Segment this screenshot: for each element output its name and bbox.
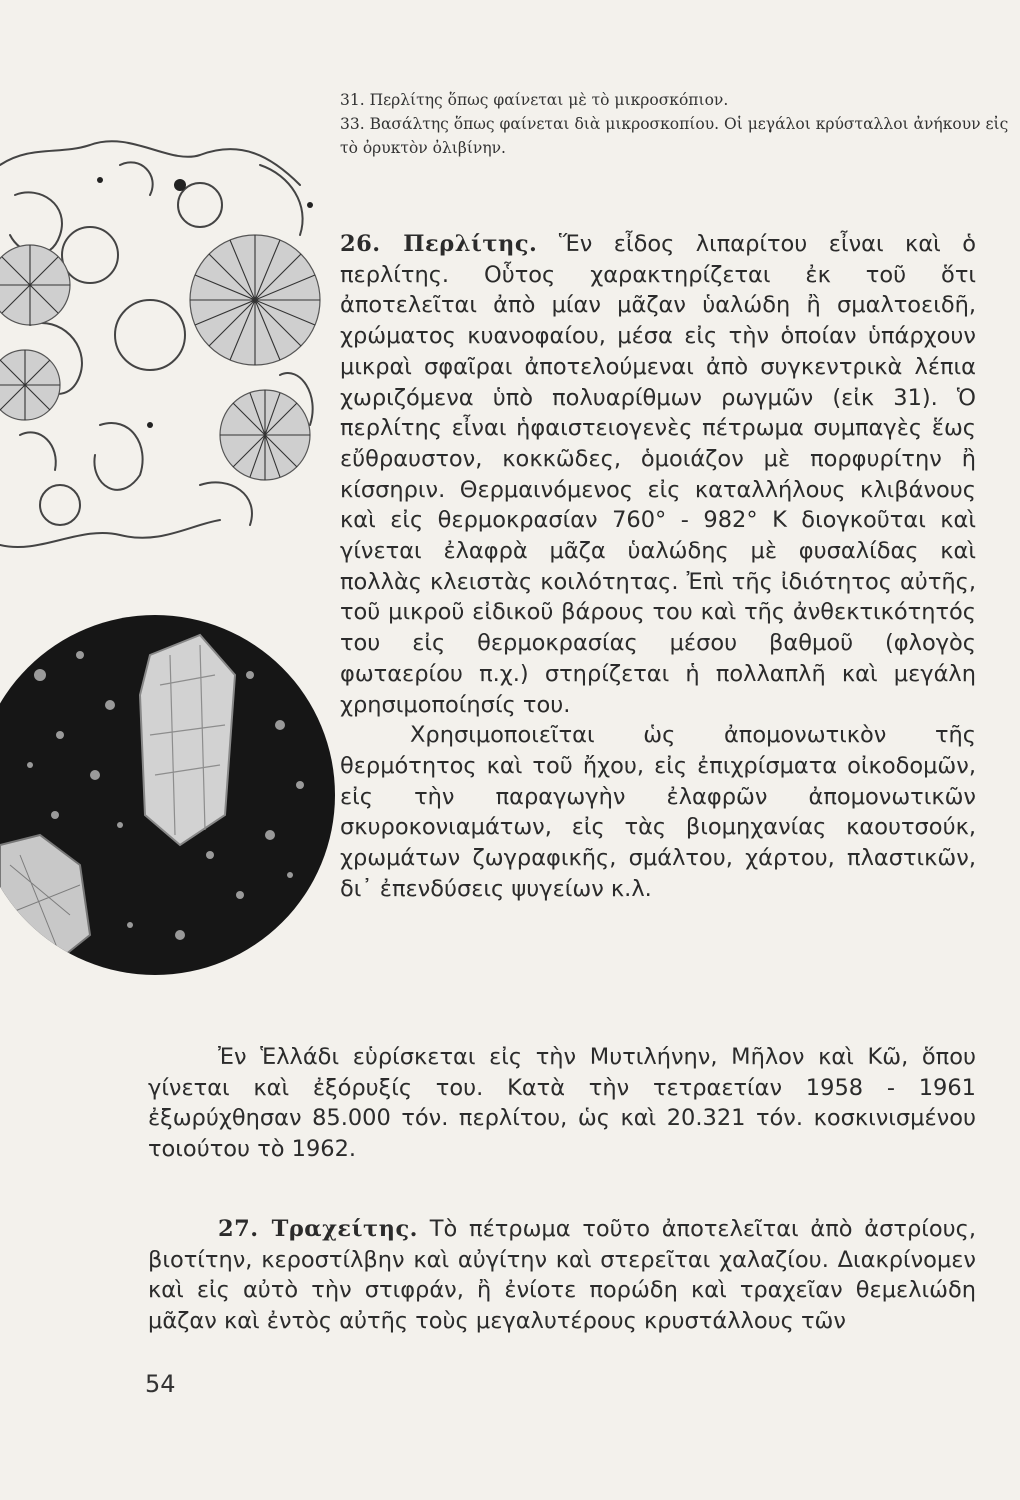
page-number: 54	[145, 1370, 176, 1398]
figure-captions	[340, 88, 1010, 160]
section-perlite-continued	[148, 1042, 976, 1165]
section-heading-perlite: 26. Περλίτης.	[340, 231, 538, 257]
section-trachyte	[148, 1214, 976, 1337]
caption-figure-33: 33. Βασάλτης ὅπως φαίνεται διὰ μικροσκοπίου. Οἱ μεγάλοι κρύσταλλοι ἀνήκουν εἰς τὸ ὀρυκτὸν ὀλιβίνην.	[340, 115, 1009, 157]
basalt-microscope-photo	[0, 615, 340, 975]
perlite-paragraph-1: Ἕν εἶδος λιπαρίτου εἶναι καὶ ὁ περλίτης. Οὗτος χαρακτηρίζεται ἐκ τοῦ ὅτι ἀποτελεῖται ἀπὸ μίαν μᾶζαν ὑαλώδη ἢ σμαλτοειδῆ, χρώματος κυανοφαίου, μέσα εἰς τὴν ὁποίαν ὑπάρχουν μικραὶ σφαῖραι ἀποτελούμεναι ἀπὸ συγκεντρικὰ λέπια χωριζόμενα ὑπὸ πολυαρίθμων ρωγμῶν (εἰκ 31). Ὁ περλίτης εἶναι ἡφαιστειογενὲς πέτρωμα συμπαγὲς ἕως εὔθραυστον, κοκκῶδες, ὁμοιάζον μὲ πορφυρίτην ἢ κίσσηριν. Θερμαινόμενος εἰς καταλλήλους κλιβάνους καὶ εἰς θερμοκρασίαν 760° - 982° Κ διογκοῦται καὶ γίνεται ἐλαφρὰ μᾶζα ὑαλώδης μὲ φυσαλίδας καὶ πολλὰς κλειστὰς κοιλότητας. Ἐπὶ τῆς ἰδιότητος αὐτῆς, τοῦ μικροῦ εἰδικοῦ βάρους του καὶ τῆς ἀνθεκτικότητός του εἰς θερμοκρασίας μέσου βαθμοῦ (φλογὸς φωταερίου π.χ.) στηρίζεται ἡ πολλαπλῆ καὶ μεγάλη χρησιμοποίησίς του.	[340, 231, 977, 718]
section-perlite	[340, 229, 976, 904]
section-heading-trachyte: 27. Τραχείτης.	[218, 1216, 418, 1242]
caption-figure-31: 31. Περλίτης ὅπως φαίνεται μὲ τὸ μικροσκόπιον.	[340, 91, 729, 109]
trachyte-paragraph: Τὸ πέτρωμα τοῦτο ἀποτελεῖται ἀπὸ ἀστρίους, βιοτίτην, κεροστίλβην καὶ αὐγίτην καὶ στερεῖται χαλαζίου. Διακρίνομεν καὶ εἰς αὐτὸ τὴν στιφράν, ἢ ἐνίοτε πορώδη καὶ τραχεῖαν θεμελιώδη μᾶζαν καὶ ἐντὸς αὐτῆς τοὺς μεγαλυτέρους κρυστάλλους τῶν	[148, 1216, 976, 1335]
perlite-microscope-illustration	[0, 125, 335, 565]
perlite-paragraph-2: Χρησιμοποιεῖται ὡς ἀπομονωτικὸν τῆς θερμότητος καὶ τοῦ ἤχου, εἰς ἐπιχρίσματα οἰκοδομῶν, εἰς τὴν παραγωγὴν ἐλαφρῶν ἀπομονωτικῶν σκυροκονιαμάτων, εἰς τὰς βιομηχανίας καουτσούκ, χρωμάτων ζωγραφικῆς, σμάλτου, χάρτου, πλαστικῶν, δι᾽ ἐπενδύσεις ψυγείων κ.λ.	[340, 722, 976, 902]
perlite-paragraph-3: Ἐν Ἑλλάδι εὑρίσκεται εἰς τὴν Μυτιλήνην, Μῆλον καὶ Κῶ, ὅπου γίνεται καὶ ἐξόρυξίς του. Κατὰ τὴν τετραετίαν 1958 - 1961 ἐξωρύχθησαν 85.000 τόν. περλίτου, ὡς καὶ 20.321 τόν. κοσκινισμένου τοιούτου τὸ 1962.	[148, 1044, 976, 1163]
